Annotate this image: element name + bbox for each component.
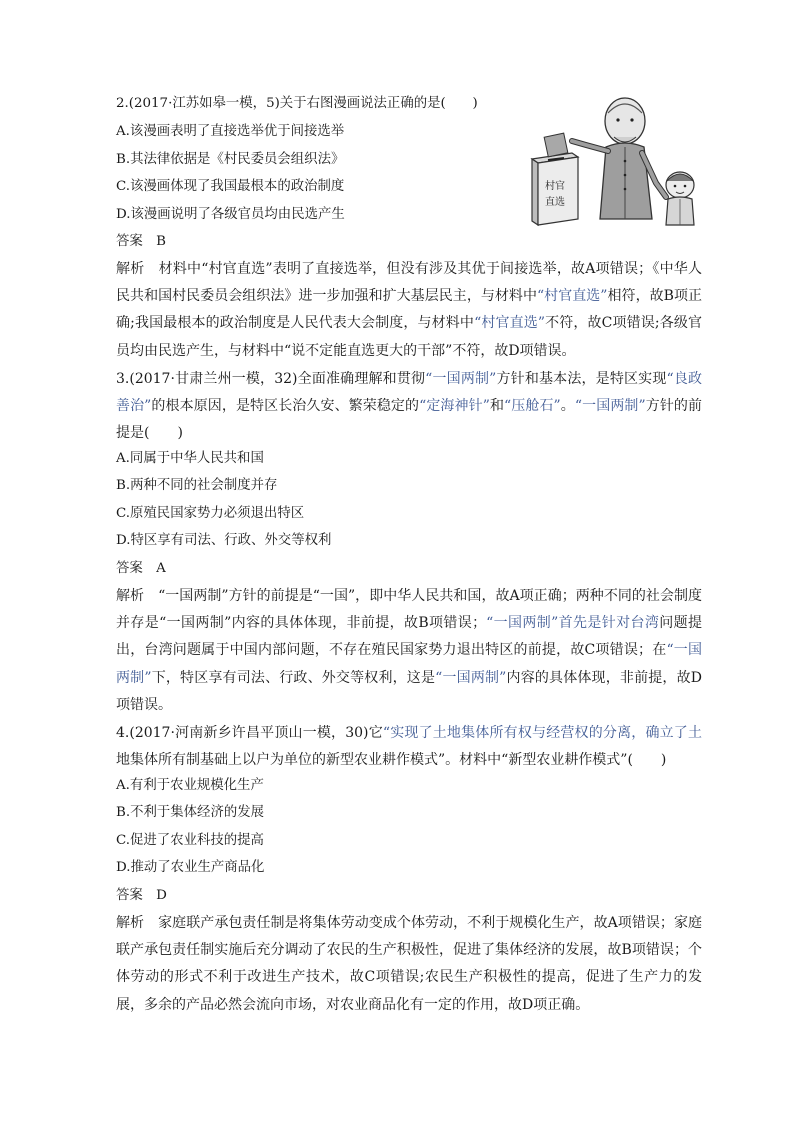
question-2-option-a: A.该漫画表明了直接选举优于间接选举 [116, 124, 345, 139]
question-2-option-d: D.该漫画说明了各级官员均由民选产生 [116, 207, 345, 222]
ballot-paper [544, 133, 568, 157]
question-3-stem-text-1: 3.(2017·甘肃兰州一模，32)全面准确理解和贯彻 [116, 371, 426, 387]
question-4-stem [116, 720, 702, 774]
question-2-analysis-quote-2: “村官直选” [474, 315, 546, 332]
question-2-answer: 答案 B [116, 234, 167, 249]
question-4-option-d: D.推动了农业生产商品化 [116, 860, 265, 875]
question-3-stem-quote-2: “良政善治” [116, 371, 702, 415]
question-3-option-b: B.两种不同的社会制度并存 [116, 478, 278, 493]
question-3-stem-text-4: 和 [489, 398, 505, 415]
question-3-stem-text-2: 方针和基本法，是特区实现 [496, 371, 667, 387]
ballot-box [532, 153, 578, 225]
question-3-analysis-text-4: 内容的具体体现，非前提，故D项错误。 [116, 669, 702, 713]
question-4-option-a: A.有利于农业规模化生产 [116, 778, 264, 793]
question-3-analysis [116, 583, 702, 719]
question-3-analysis-text-1: 解析 “一国两制”方针的前提是“一国”，即中华人民共和国，故A项正确；两种不同的社会制度并存是“一国两制”内容的具体体现，非前提，故B项错误； [116, 588, 702, 632]
question-3-analysis-quote-1: “一国两制”首先是针对台湾 [486, 615, 660, 632]
question-3-analysis-quote-3: “一国两制” [435, 669, 507, 686]
question-4-stem-text-2: 地集体所有制基础上以户为单位的新型农业耕作模式”。材料中“新型农业耕作模式”( ) [116, 752, 667, 769]
question-2-analysis-quote-1: “村官直选” [536, 288, 608, 305]
question-3-stem-quote-5: “一国两制” [574, 398, 646, 415]
question-4-analysis: 解析 家庭联产承包责任制是将集体劳动变成个体劳动，不利于规模化生产，故A项错误；家庭联产承包责任制实施后充分调动了农民的生产积极性，促进了集体经济的发展，故B项错误；个体劳动的形式不利于改进生产技术，故C项错误;农民生产积极性的提高，促进了生产力的发展，多余的产品必然会流向市场，对农业商品化有一定的作用，故D项正确。 [116, 915, 702, 1013]
cartoon-illustration [528, 93, 706, 227]
question-3-analysis-text-2: 问题提出，台湾问题属于中国内部问题，不存在殖民国家势力退出特区的前提，故C项错误；在 [116, 615, 702, 659]
question-3-stem-text-6: 方针的前提是( ) [116, 398, 703, 442]
question-4-answer: 答案 D [116, 888, 167, 903]
ballot-box-label-1: 村官 [545, 181, 565, 192]
question-3-option-c: C.原殖民国家势力必须退出特区 [116, 506, 305, 521]
child-figure [666, 172, 694, 225]
question-4-stem-quote-1: “实现了土地集体所有权与经营权的分离，确立了土 [382, 725, 702, 741]
ballot-box-label-2: 直选 [545, 197, 565, 208]
question-2-analysis [116, 256, 702, 365]
question-3-option-d: D.特区享有司法、行政、外交等权利 [116, 533, 332, 548]
question-3-option-a: A.同属于中华人民共和国 [116, 451, 264, 466]
old-man-figure [572, 98, 666, 219]
question-3-analysis-text-3: 下，特区享有司法、行政、外交等权利，这是 [151, 669, 436, 686]
question-4-stem-text-1: 4.(2017·河南新乡许昌平顶山一模，30)它 [116, 725, 383, 741]
question-4-option-c: C.促进了农业科技的提高 [116, 833, 264, 848]
question-2-option-b: B.其法律依据是《村民委员会组织法》 [116, 152, 345, 167]
question-3-stem-text-5: 。 [560, 398, 575, 415]
question-3-stem [116, 366, 702, 448]
question-3-analysis-quote-2: “一国两制” [116, 642, 702, 686]
question-2-analysis-text-1: 解析 材料中“村官直选”表明了直接选举，但没有涉及其优于间接选举，故A项错误；《中华人民共和国村民委员会组织法》进一步加强和扩大基层民主，与材料中 [116, 261, 702, 305]
question-3-answer: 答案 A [116, 561, 166, 576]
question-2-option-c: C.该漫画体现了我国最根本的政治制度 [116, 179, 345, 194]
question-2-analysis-text-3: 不符，故C项错误;各级官员均由民选产生，与材料中“说不定能直选更大的干部”不符，故D项错误。 [116, 315, 702, 359]
question-3-stem-text-3: 的根本原因，是特区长治久安、繁荣稳定的 [151, 398, 420, 415]
question-4-option-b: B.不利于集体经济的发展 [116, 805, 265, 820]
question-3-stem-quote-4: “压舱石” [504, 398, 561, 415]
question-2-stem: 2.(2017·江苏如皋一模，5)关于右图漫画说法正确的是( ) [116, 96, 478, 111]
question-2-analysis-text-2: 相符，故B项正确;我国最根本的政治制度是人民代表大会制度，与材料中 [116, 288, 702, 332]
question-3-stem-quote-1: “一国两制” [425, 371, 497, 387]
question-3-stem-quote-3: “定海神针” [419, 398, 490, 415]
